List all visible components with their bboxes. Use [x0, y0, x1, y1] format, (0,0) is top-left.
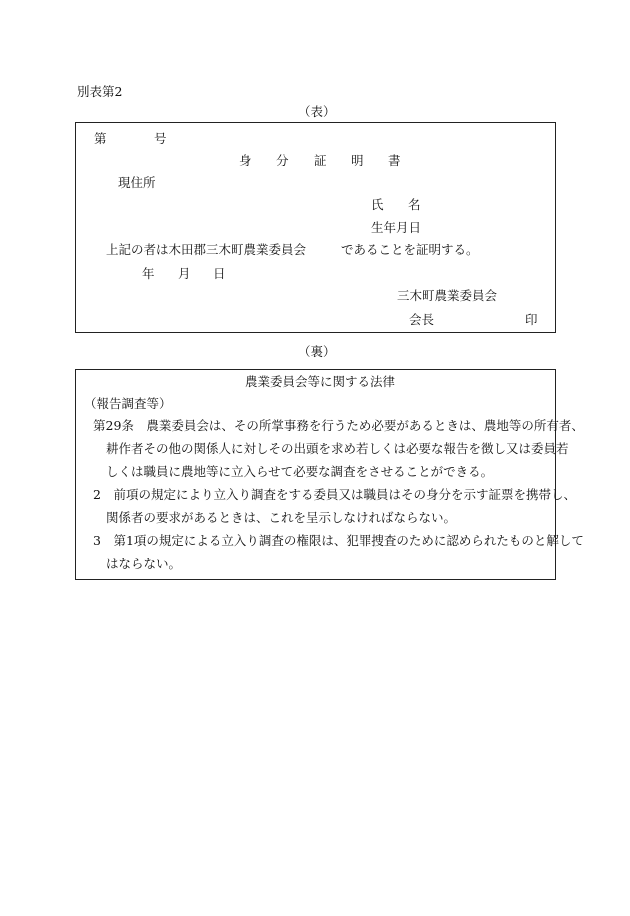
title-char: 分 — [276, 153, 289, 168]
id-card-front — [75, 122, 556, 333]
name-label-b: 名 — [408, 197, 421, 212]
date-year: 年 — [142, 266, 155, 281]
front-heading: （表） — [298, 104, 336, 119]
title-char: 証 — [314, 153, 327, 168]
law-title: 農業委員会等に関する法律 — [245, 374, 396, 389]
section-heading: （報告調査等） — [84, 396, 172, 411]
address-label: 現住所 — [118, 175, 156, 190]
seal-label: 印 — [525, 312, 538, 327]
date-month: 月 — [178, 266, 191, 281]
paragraph-line: 関係者の要求があるときは、これを呈示しなければならない。 — [106, 510, 457, 525]
paragraph-line: はならない。 — [106, 556, 182, 571]
certify-prefix: 上記の者は木田郡三木町農業委員会 — [106, 242, 307, 257]
article-line: しくは職員に農地等に立入らせて必要な調査をさせることができる。 — [106, 464, 494, 479]
certify-suffix: であることを証明する。 — [341, 242, 479, 257]
article-line: 耕作者その他の関係人に対しその出頭を求め若しくは必要な報告を徴し又は委員若 — [106, 441, 569, 456]
committee-name: 三木町農業委員会 — [397, 288, 498, 303]
paragraph-line: 2 前項の規定により立入り調査をする委員又は職員はその身分を示す証票を携帯し、 — [93, 487, 576, 502]
paragraph-line: 3 第1項の規定による立入り調査の権限は、犯罪捜査のために認められたものと解して — [93, 533, 584, 548]
birthdate-label: 生年月日 — [371, 220, 422, 235]
back-heading: （裏） — [298, 344, 336, 359]
name-label-a: 氏 — [371, 197, 384, 212]
chair-label: 会長 — [409, 312, 435, 327]
appendix-label: 別表第2 — [77, 84, 123, 99]
id-card-back — [75, 369, 584, 580]
number-dai: 第 — [94, 131, 107, 146]
title-char: 書 — [388, 153, 401, 168]
title-char: 明 — [351, 153, 364, 168]
article-line: 第29条 農業委員会は、その所掌事務を行うため必要があるときは、農地等の所有者、 — [93, 418, 584, 433]
date-day: 日 — [213, 266, 226, 281]
title-char: 身 — [239, 153, 252, 168]
number-go: 号 — [154, 131, 167, 146]
